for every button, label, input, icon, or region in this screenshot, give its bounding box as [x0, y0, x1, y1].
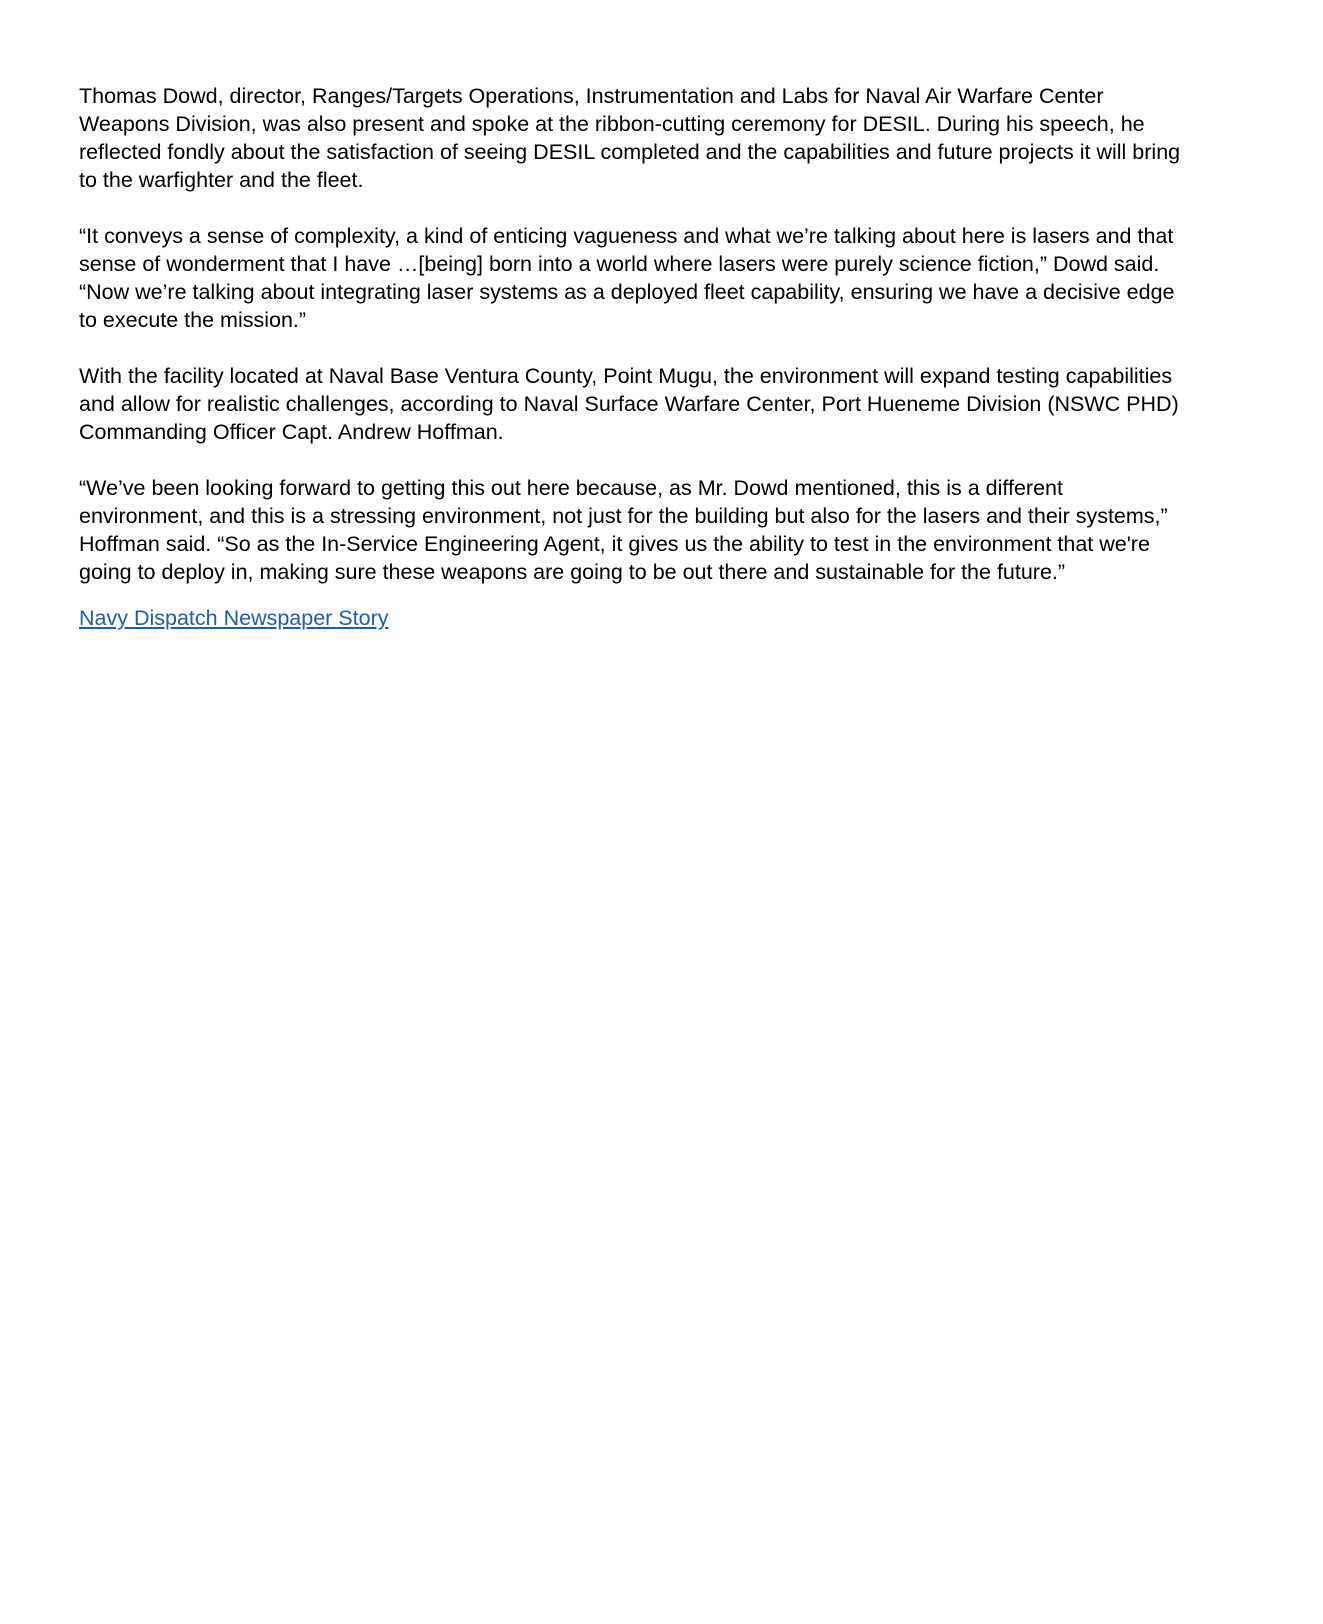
navy-dispatch-story-link[interactable]: Navy Dispatch Newspaper Story [79, 606, 389, 630]
document-page [79, 82, 1254, 632]
paragraph-dowd-intro: Thomas Dowd, director, Ranges/Targets Operations, Instrumentation and Labs for Naval Air Warfare Center Weapons Division, was also present and spoke at the ribbon-cutting ceremony for DESIL. During his speech, he reflected fondly about the satisfaction of seeing DESIL completed and the capabilities and future projects it will bring to the warfighter and the fleet. [79, 84, 1181, 192]
paragraph-facility: With the facility located at Naval Base Ventura County, Point Mugu, the environment will expand testing capabilities and allow for realistic challenges, according to Naval Surface Warfare Center, Port Hueneme Division (NSWC PHD) Commanding Officer Capt. Andrew Hoffman. [79, 364, 1179, 444]
paragraph-hoffman-quote: “We’ve been looking forward to getting this out here because, as Mr. Dowd mentioned, this is a different environment, and this is a stressing environment, not just for the building but also for the lasers and their systems,” Hoffman said. “So as the In-Service Engineering Agent, it gives us the ability to test in the environment that we're going to deploy in, making sure these weapons are going to be out there and sustainable for the future.” [79, 476, 1168, 584]
paragraph-dowd-quote: “It conveys a sense of complexity, a kind of enticing vagueness and what we’re talking about here is lasers and that sense of wonderment that I have …[being] born into a world where lasers were purely science fiction,” Dowd said. “Now we’re talking about integrating laser systems as a deployed fleet capability, ensuring we have a decisive edge to execute the mission.” [79, 224, 1175, 332]
